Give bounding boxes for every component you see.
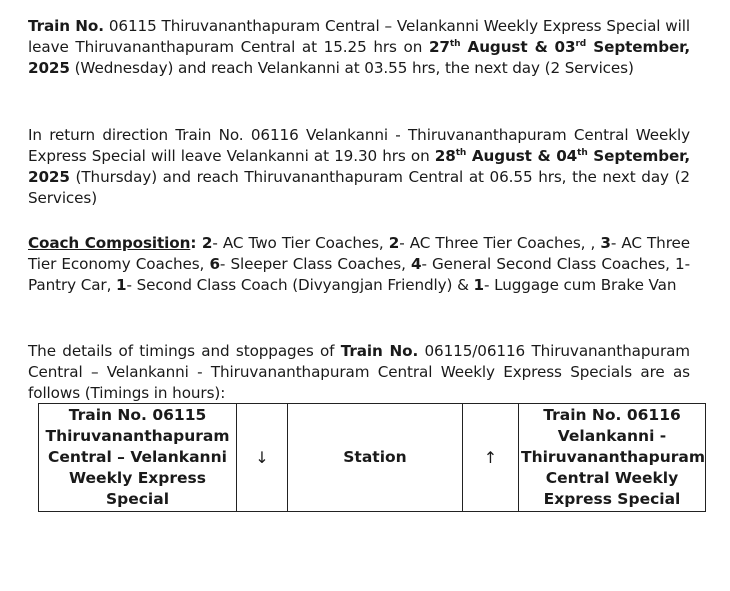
timings-table — [38, 403, 706, 512]
count-ac-three-tier: 2 — [388, 234, 400, 252]
return-date-1-day: 28 — [434, 147, 456, 165]
coach-luggage: - Luggage cum Brake Van — [484, 276, 677, 294]
outbound-date-2-month: September, 2025 — [28, 38, 690, 77]
header-station: Station — [288, 404, 463, 512]
table-header-row — [39, 404, 706, 512]
timings-intro-text-end: 06115/06116 Thiruvananthapuram Central – Velankanni - Thiruvananthapuram Central Weekly Express Specials are as follows (Timings in hours): — [28, 342, 690, 402]
header-train-06115: Train No. 06115 Thiruvananthapuram Central – Velankanni Weekly Express Special — [39, 404, 237, 512]
outbound-date-2-suffix: rd — [575, 39, 587, 49]
count-ac-economy: 3 — [600, 234, 611, 252]
outbound-date-1-day: 27 — [428, 38, 450, 56]
coach-sleeper: - Sleeper Class Coaches, — [219, 255, 411, 273]
count-luggage: 1 — [473, 276, 485, 294]
count-divyangjan: 1 — [116, 276, 127, 294]
outbound-text: 06115 Thiruvananthapuram Central – Velankanni Weekly Express Special will leave Thiruvananthapuram Central at 15.25 hrs on — [28, 17, 690, 56]
coach-general-pantry: - General Second Class Coaches, 1- Pantry Car, — [28, 255, 690, 294]
header-train-06116: Train No. 06116 Velankanni - Thiruvananthapuram Central Weekly Express Special — [519, 404, 706, 512]
arrow-down-icon: ↓ — [237, 404, 288, 512]
outbound-train-paragraph — [28, 16, 690, 79]
count-general: 4 — [410, 255, 422, 273]
coach-ac-two-tier: - AC Two Tier Coaches, — [212, 234, 389, 252]
return-date-2-suffix: th — [577, 148, 588, 158]
timings-train-label: Train No. — [340, 342, 419, 360]
count-ac-two-tier: 2 — [196, 234, 213, 252]
outbound-text-end: (Wednesday) and reach Velankanni at 03.55 hrs, the next day (2 Services) — [69, 59, 634, 77]
coach-composition-paragraph — [28, 233, 690, 296]
return-text: In return direction Train No. 06116 Velankanni - Thiruvananthapuram Central Weekly Express Special will leave Velankanni at 19.30 hrs on — [28, 126, 690, 165]
outbound-date-1 — [429, 38, 548, 56]
heading-colon: : — [190, 234, 197, 252]
coach-composition-heading: Coach Composition — [28, 234, 191, 252]
coach-ac-economy: - AC Three Tier Economy Coaches, — [28, 234, 690, 273]
return-text-end: (Thursday) and reach Thiruvananthapuram Central at 06.55 hrs, the next day (2 Services) — [28, 168, 690, 207]
return-date-2-month: September, 2025 — [28, 147, 690, 186]
outbound-date-1-month: August & — [460, 38, 548, 56]
return-train-paragraph — [28, 125, 690, 209]
arrow-up-icon: ↑ — [463, 404, 519, 512]
outbound-date-2-day: 03 — [554, 38, 576, 56]
coach-ac-three-tier: - AC Three Tier Coaches, , — [399, 234, 601, 252]
outbound-date-1-suffix: th — [449, 39, 461, 49]
timings-intro-text: The details of timings and stoppages of — [28, 342, 341, 360]
return-date-1-month: August & 04 — [466, 147, 578, 165]
count-sleeper: 6 — [209, 255, 220, 273]
coach-divyangjan: - Second Class Coach (Divyangjan Friendly) & — [126, 276, 474, 294]
train-no-label: Train No. — [28, 17, 104, 35]
return-date-1-suffix: th — [455, 148, 467, 158]
timings-intro-paragraph — [28, 341, 690, 404]
